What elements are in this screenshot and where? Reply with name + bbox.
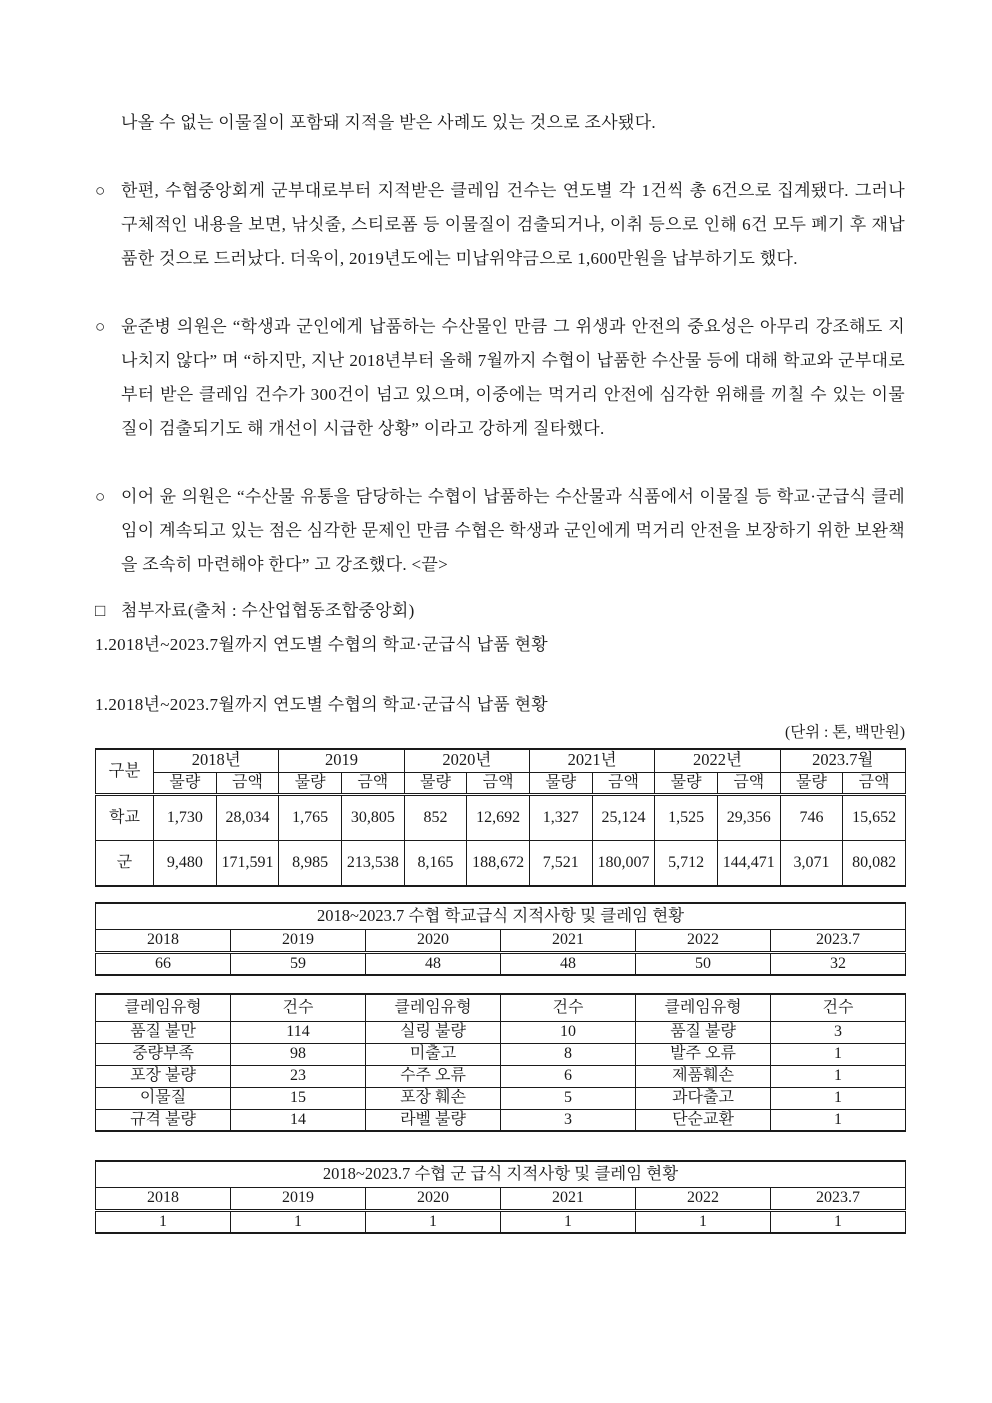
value-cell: 59 xyxy=(231,952,366,975)
row-label-cell: 학교 xyxy=(96,794,154,840)
sub-header-cell: 금액 xyxy=(717,772,780,794)
value-cell: 1,327 xyxy=(529,794,592,840)
value-cell: 80,082 xyxy=(843,840,906,886)
table-row xyxy=(96,1043,906,1065)
year-header-cell: 2021 xyxy=(501,1187,636,1210)
year-header-cell: 2018년 xyxy=(154,749,279,772)
table-row xyxy=(96,1187,906,1210)
count-cell: 14 xyxy=(231,1109,366,1131)
count-cell: 1 xyxy=(771,1109,906,1131)
claim-type-cell: 미출고 xyxy=(366,1043,501,1065)
value-cell: 8,985 xyxy=(279,840,342,886)
sub-header-cell: 금액 xyxy=(592,772,655,794)
claim-type-cell: 품질 불만 xyxy=(96,1021,231,1043)
value-cell: 48 xyxy=(366,952,501,975)
count-cell: 1 xyxy=(771,1043,906,1065)
attachment-title-repeat: 1.2018년~2023.7월까지 연도별 수협의 학교·군급식 납품 현황 xyxy=(95,695,549,714)
year-header-cell: 2021 xyxy=(501,929,636,952)
year-header-cell: 2020 xyxy=(366,929,501,952)
paragraph-text: 한편, 수협중앙회게 군부대로부터 지적받은 클레임 건수는 연도별 각 1건씩 총 6건으로 집계됐다. 그러나 구체적인 내용을 보면, 낚싯줄, 스티로폼 등 이물질이 검출되거나, 이취 등으로 인해 6건 모두 폐기 후 재납품한 것으로 드러났다. 더욱이, 2019년도에는 미납위약금으로 1,600만원을 납부하기도 했다. xyxy=(121,181,905,268)
table-row xyxy=(96,1161,906,1187)
sub-header-cell: 금액 xyxy=(843,772,906,794)
school-claims-table xyxy=(95,902,906,976)
value-cell: 30,805 xyxy=(341,794,404,840)
sub-header-cell: 물량 xyxy=(529,772,592,794)
year-header-cell: 2023.7월 xyxy=(780,749,905,772)
sub-header-cell: 금액 xyxy=(467,772,530,794)
paragraph-quote-1 xyxy=(95,310,905,446)
year-header-cell: 2022 xyxy=(636,929,771,952)
year-header-cell: 2019 xyxy=(231,929,366,952)
year-header-cell: 2023.7 xyxy=(771,1187,906,1210)
count-cell: 114 xyxy=(231,1021,366,1043)
claim-type-cell: 품질 불량 xyxy=(636,1021,771,1043)
column-header-cell: 건수 xyxy=(771,994,906,1021)
count-cell: 5 xyxy=(501,1087,636,1109)
paragraph-continuation xyxy=(95,106,905,140)
column-header-cell: 클레임유형 xyxy=(636,994,771,1021)
count-cell: 15 xyxy=(231,1087,366,1109)
table-row-military xyxy=(96,840,906,886)
year-header-cell: 2021년 xyxy=(529,749,654,772)
claim-type-cell: 중량부족 xyxy=(96,1043,231,1065)
sub-header-cell: 금액 xyxy=(216,772,279,794)
value-cell: 66 xyxy=(96,952,231,975)
value-cell: 1,765 xyxy=(279,794,342,840)
unit-note: (단위 : 톤, 백만원) xyxy=(785,724,905,741)
count-cell: 3 xyxy=(771,1021,906,1043)
count-cell: 1 xyxy=(771,1065,906,1087)
claim-type-cell: 제품훼손 xyxy=(636,1065,771,1087)
paragraph-military-claims xyxy=(95,174,905,276)
value-cell: 1 xyxy=(366,1210,501,1233)
table-title-cell: 2018~2023.7 수협 학교급식 지적사항 및 클레임 현황 xyxy=(96,903,906,929)
year-header-cell: 2023.7 xyxy=(771,929,906,952)
sub-header-cell: 금액 xyxy=(341,772,404,794)
military-claims-table xyxy=(95,1160,906,1234)
table-row xyxy=(96,772,906,794)
claim-type-cell: 단순교환 xyxy=(636,1109,771,1131)
sub-header-cell: 물량 xyxy=(404,772,467,794)
value-cell: 188,672 xyxy=(467,840,530,886)
value-cell: 1,730 xyxy=(154,794,217,840)
value-cell: 28,034 xyxy=(216,794,279,840)
year-header-cell: 2018 xyxy=(96,929,231,952)
claim-type-cell: 라벨 불량 xyxy=(366,1109,501,1131)
sub-header-cell: 물량 xyxy=(780,772,843,794)
claim-type-cell: 포장 불량 xyxy=(96,1065,231,1087)
count-cell: 10 xyxy=(501,1021,636,1043)
value-cell: 144,471 xyxy=(717,840,780,886)
year-header-cell: 2019 xyxy=(231,1187,366,1210)
value-cell: 1 xyxy=(501,1210,636,1233)
table-row-school xyxy=(96,794,906,840)
year-header-cell: 2022년 xyxy=(655,749,780,772)
corner-header-cell: 구분 xyxy=(96,749,154,794)
value-cell: 7,521 xyxy=(529,840,592,886)
value-cell: 25,124 xyxy=(592,794,655,840)
count-cell: 6 xyxy=(501,1065,636,1087)
row-label-cell: 군 xyxy=(96,840,154,886)
claim-type-cell: 규격 불량 xyxy=(96,1109,231,1131)
circle-bullet-icon: ○ xyxy=(95,181,106,200)
value-cell: 50 xyxy=(636,952,771,975)
count-cell: 23 xyxy=(231,1065,366,1087)
attachment-label-text: 첨부자료(출처 : 수산업협동조합중앙회) xyxy=(121,601,415,620)
value-cell: 1 xyxy=(96,1210,231,1233)
table-row xyxy=(96,1021,906,1043)
value-cell: 9,480 xyxy=(154,840,217,886)
attachment-label xyxy=(95,594,905,628)
value-cell: 1,525 xyxy=(655,794,718,840)
table-row xyxy=(96,1210,906,1233)
column-header-cell: 건수 xyxy=(231,994,366,1021)
square-bullet-icon: □ xyxy=(95,601,106,620)
value-cell: 32 xyxy=(771,952,906,975)
year-header-cell: 2020 xyxy=(366,1187,501,1210)
column-header-cell: 건수 xyxy=(501,994,636,1021)
value-cell: 29,356 xyxy=(717,794,780,840)
supply-table xyxy=(95,748,906,887)
table-row xyxy=(96,903,906,929)
table-row xyxy=(96,749,906,772)
value-cell: 5,712 xyxy=(655,840,718,886)
value-cell: 213,538 xyxy=(341,840,404,886)
sub-header-cell: 물량 xyxy=(279,772,342,794)
value-cell: 3,071 xyxy=(780,840,843,886)
circle-bullet-icon: ○ xyxy=(95,317,106,336)
attachment-title: 1.2018년~2023.7월까지 연도별 수협의 학교·군급식 납품 현황 xyxy=(95,635,549,654)
value-cell: 1 xyxy=(636,1210,771,1233)
column-header-cell: 클레임유형 xyxy=(96,994,231,1021)
value-cell: 180,007 xyxy=(592,840,655,886)
year-header-cell: 2019 xyxy=(279,749,404,772)
claim-type-cell: 수주 오류 xyxy=(366,1065,501,1087)
claim-type-cell: 과다출고 xyxy=(636,1087,771,1109)
claim-types-table xyxy=(95,993,906,1132)
table-row xyxy=(96,952,906,975)
value-cell: 171,591 xyxy=(216,840,279,886)
paragraph-text: 이어 윤 의원은 “수산물 유통을 담당하는 수협이 납품하는 수산물과 식품에서 이물질 등 학교·군급식 클레임이 계속되고 있는 점은 심각한 문제인 만큼 수협은 학생과 군인에게 먹거리 안전을 보장하기 위한 보완책을 조속히 마련해야 한다” 고 강조했다. <끝> xyxy=(121,487,905,574)
table-row xyxy=(96,929,906,952)
table-title-cell: 2018~2023.7 수협 군 급식 지적사항 및 클레임 현황 xyxy=(96,1161,906,1187)
year-header-cell: 2020년 xyxy=(404,749,529,772)
value-cell: 48 xyxy=(501,952,636,975)
column-header-cell: 클레임유형 xyxy=(366,994,501,1021)
value-cell: 8,165 xyxy=(404,840,467,886)
count-cell: 3 xyxy=(501,1109,636,1131)
value-cell: 852 xyxy=(404,794,467,840)
paragraph-text: 윤준병 의원은 “학생과 군인에게 납품하는 수산물인 만큼 그 위생과 안전의 중요성은 아무리 강조해도 지나치지 않다” 며 “하지만, 지난 2018년부터 올해 7월까지 수협이 납품한 수산물 등에 대해 학교와 군부대로부터 받은 클레임 건수가 300건이 넘고 있으며, 이중에는 먹거리 안전에 심각한 위해를 끼칠 수 있는 이물질이 검출되기도 해 개선이 시급한 상황” 이라고 강하게 질타했다. xyxy=(121,317,906,438)
value-cell: 1 xyxy=(771,1210,906,1233)
count-cell: 8 xyxy=(501,1043,636,1065)
claim-type-cell: 이물질 xyxy=(96,1087,231,1109)
circle-bullet-icon: ○ xyxy=(95,487,106,506)
claim-type-cell: 실링 불량 xyxy=(366,1021,501,1043)
table-row xyxy=(96,994,906,1021)
count-cell: 1 xyxy=(771,1087,906,1109)
table-row xyxy=(96,1065,906,1087)
value-cell: 1 xyxy=(231,1210,366,1233)
year-header-cell: 2018 xyxy=(96,1187,231,1210)
value-cell: 12,692 xyxy=(467,794,530,840)
count-cell: 98 xyxy=(231,1043,366,1065)
sub-header-cell: 물량 xyxy=(655,772,718,794)
value-cell: 746 xyxy=(780,794,843,840)
value-cell: 15,652 xyxy=(843,794,906,840)
claim-type-cell: 포장 훼손 xyxy=(366,1087,501,1109)
year-header-cell: 2022 xyxy=(636,1187,771,1210)
table-row xyxy=(96,1087,906,1109)
sub-header-cell: 물량 xyxy=(154,772,217,794)
claim-type-cell: 발주 오류 xyxy=(636,1043,771,1065)
table-row xyxy=(96,1109,906,1131)
paragraph-text: 나올 수 없는 이물질이 포함돼 지적을 받은 사례도 있는 것으로 조사됐다. xyxy=(121,113,656,132)
paragraph-quote-2 xyxy=(95,480,905,582)
